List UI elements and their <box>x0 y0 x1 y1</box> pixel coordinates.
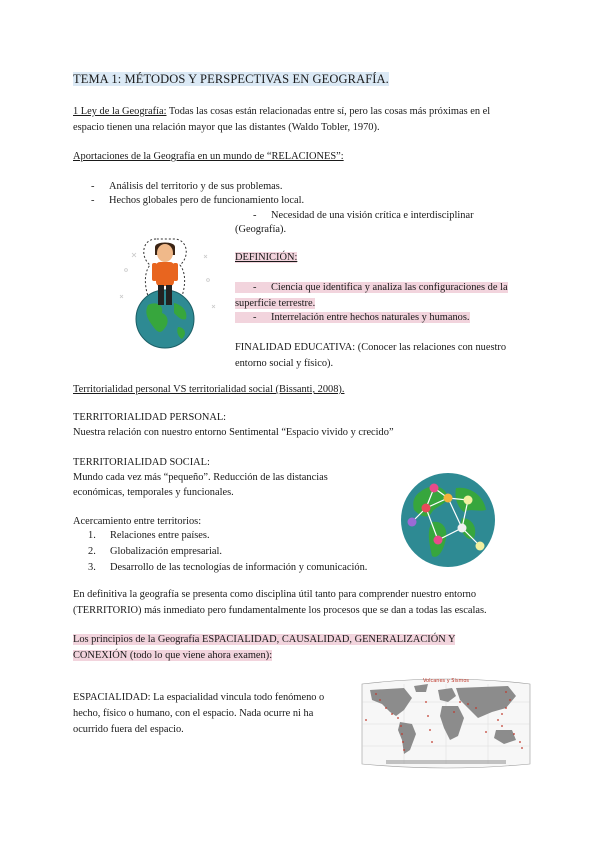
list-item: 2. Globalización empresarial. <box>88 546 222 557</box>
acercamiento-list <box>88 528 367 576</box>
aportaciones-item-2: - Hechos globales pero de funcionamiento local. <box>91 195 305 206</box>
espacialidad-line3: ocurrido fuera del espacio. <box>73 724 184 735</box>
list-item: 1. Relaciones entre países. <box>88 530 210 541</box>
aportaciones-subitem-line1: - Necesidad de una visión crítica e interdisciplinar <box>253 210 474 221</box>
ley-label: 1 Ley de la Geografía: <box>73 106 167 117</box>
ley-line2: espacio tienen una relación mayor que las distantes (Waldo Tobler, 1970). <box>73 122 380 133</box>
list-item: 3. Desarrollo de las tecnologías de información y comunicación. <box>88 562 368 573</box>
ley-line1: Todas las cosas están relacionadas entre sí, pero las cosas más próximas en el <box>166 106 491 117</box>
conclusion-paragraph <box>73 587 533 619</box>
aportaciones-heading: Aportaciones de la Geografía en un mundo de “RELACIONES”: <box>73 151 344 162</box>
ley-paragraph <box>73 104 533 136</box>
connected-globe-icon <box>398 470 498 570</box>
social-line2: económicas, temporales y funcionales. <box>73 487 234 498</box>
aportaciones-item-1: - Análisis del territorio y de sus problemas. <box>91 181 283 192</box>
principios-line2: CONEXIÓN (todo lo que viene ahora examen): <box>73 650 273 661</box>
definicion-heading: DEFINICIÓN: <box>235 252 298 263</box>
definicion-item-2: - Interrelación entre hechos naturales y humanos. <box>235 310 470 326</box>
finalidad-paragraph <box>235 340 535 372</box>
principios-line1: Los principios de la Geografía ESPACIALIDAD, CAUSALIDAD, GENERALIZACIÓN Y <box>73 634 456 645</box>
conclusion-line2: (TERRITORIO) más inmediato pero fundamentalmente los procesos que se dan a todas las escalas. <box>73 605 487 616</box>
map-caption: Volcanes y Sismos <box>423 678 469 684</box>
territorialidad-heading: Territorialidad personal VS territorialidad social (Bissanti, 2008). <box>73 384 345 395</box>
finalidad-line1: FINALIDAD EDUCATIVA: (Conocer las relaciones con nuestro <box>235 342 507 353</box>
volcano-map-icon <box>356 672 536 772</box>
espacialidad-paragraph <box>73 690 348 738</box>
aportaciones-subitem-line2: (Geografía). <box>235 224 287 235</box>
espacialidad-line2: hecho, físico o humano, con el espacio. Nada ocurre ni ha <box>73 708 314 719</box>
espacialidad-line1: ESPACIALIDAD: La espacialidad vincula todo fenómeno o <box>73 692 325 703</box>
person-on-globe-icon <box>112 235 222 350</box>
title-text: TEMA 1: MÉTODOS Y PERSPECTIVAS EN GEOGRAFÍA. <box>73 72 389 86</box>
finalidad-line2: entorno social y físico). <box>235 358 334 369</box>
social-title: TERRITORIALIDAD SOCIAL: <box>73 457 210 468</box>
social-line1: Mundo cada vez más “pequeño”. Reducción de las distancias <box>73 472 328 483</box>
page-title <box>73 72 389 87</box>
definicion-item-1: - Ciencia que identifica y analiza las configuraciones de la superficie terrestre. <box>235 282 508 309</box>
personal-text: Nuestra relación con nuestro entorno Sentimental “Espacio vivido y crecido” <box>73 427 394 438</box>
acercamiento-text: Acercamiento entre territorios: <box>73 516 202 527</box>
personal-title: TERRITORIALIDAD PERSONAL: <box>73 412 227 423</box>
conclusion-line1: En definitiva la geografía se presenta como disciplina útil tanto para comprender nuestro entorno <box>73 589 477 600</box>
principios-paragraph <box>73 632 543 664</box>
